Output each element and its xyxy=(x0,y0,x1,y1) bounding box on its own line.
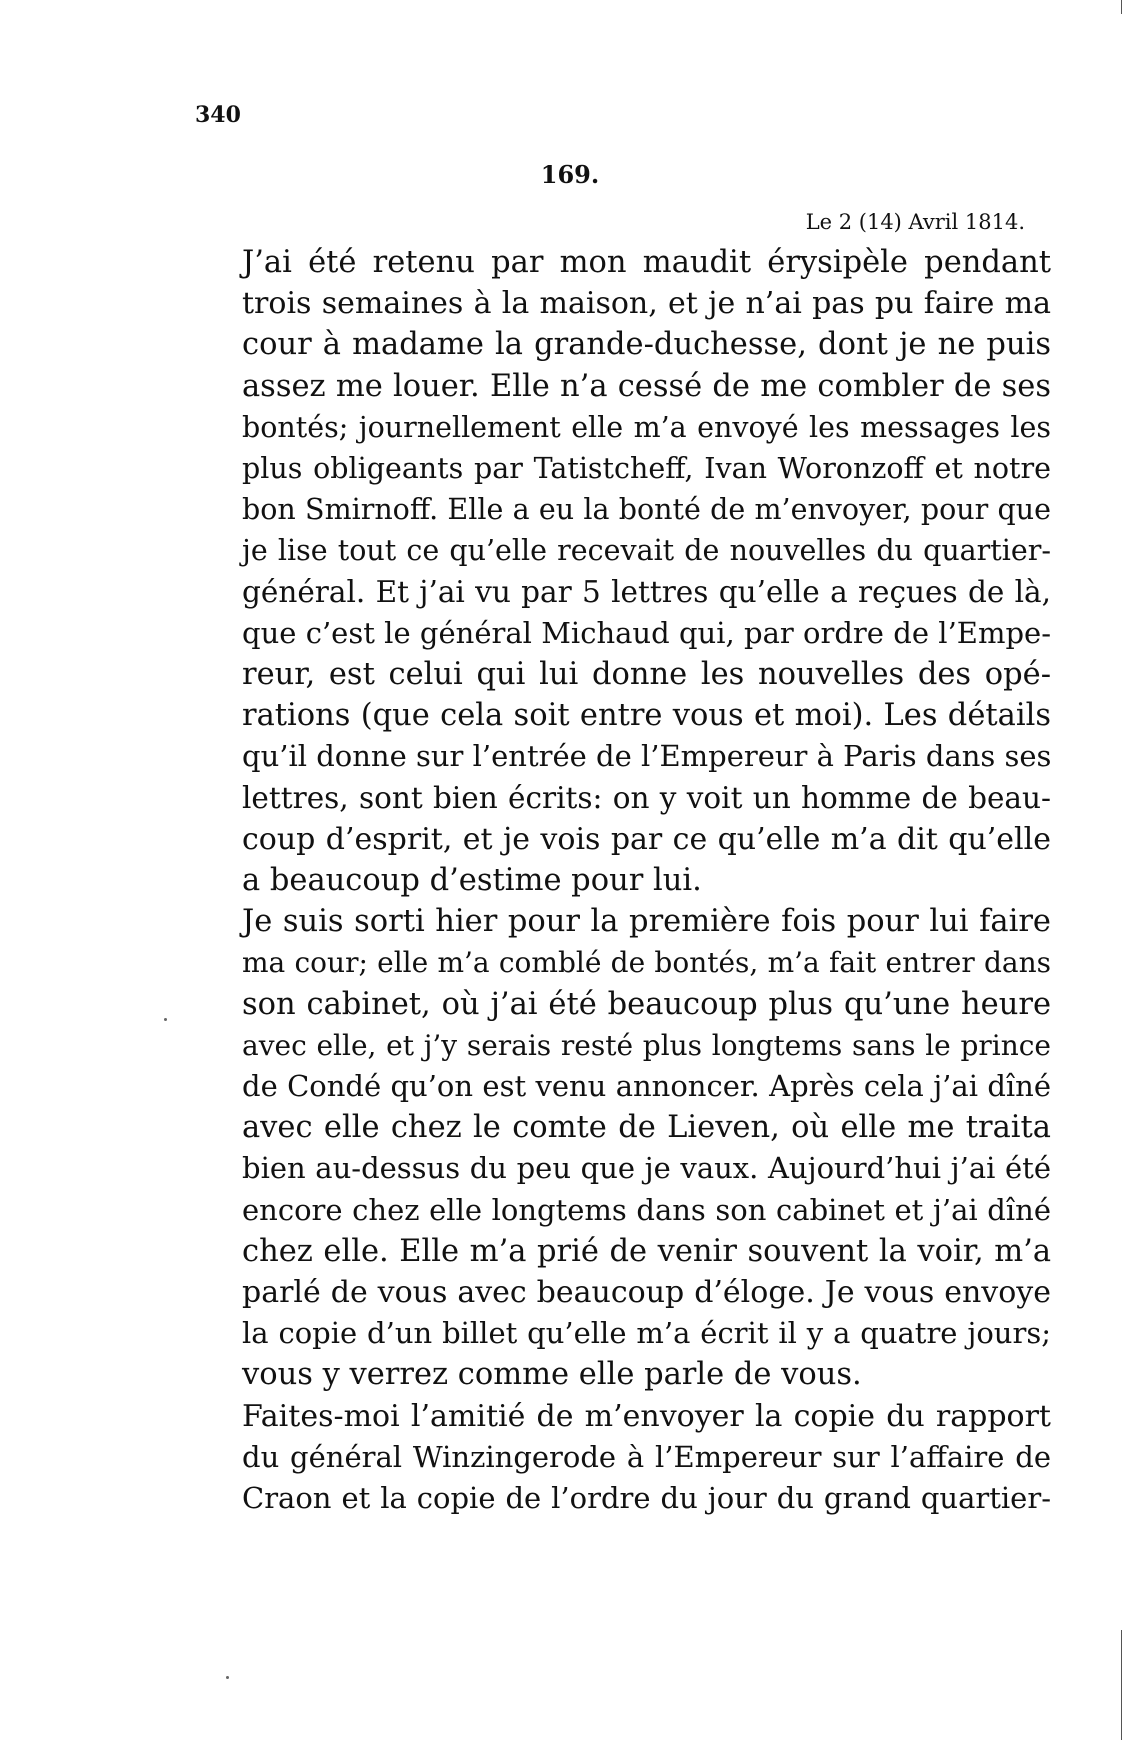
text-line: général. Et j’ai vu par 5 lettres qu’elle a reçues de là, xyxy=(242,574,1051,609)
letter-body xyxy=(206,242,1051,1519)
text-line: Faites-moi l’amitié de m’envoyer la copie du rapport xyxy=(242,1398,1051,1434)
paragraph-1 xyxy=(206,242,1051,901)
text-line: bien au-dessus du peu que je vaux. Aujourd’hui j’ai été xyxy=(242,1151,1051,1186)
text-line: ma cour; elle m’a comblé de bontés, m’a fait entrer dans xyxy=(242,946,1051,980)
scan-speck xyxy=(164,1018,167,1021)
text-line: son cabinet, où j’ai été beaucoup plus qu’une heure xyxy=(242,986,1051,1022)
text-line: reur, est celui qui lui donne les nouvelles des opé- xyxy=(242,657,1051,693)
paragraph-3 xyxy=(206,1396,1051,1520)
text-line: de Condé qu’on est venu annoncer. Après cela j’ai dîné xyxy=(242,1069,1051,1104)
scan-edge-mark xyxy=(1121,0,1122,14)
text-line: a beaucoup d’estime pour lui. xyxy=(242,863,702,899)
page-number: 340 xyxy=(195,102,241,128)
text-line: Craon et la copie de l’ordre du jour du grand quartier- xyxy=(242,1481,1051,1516)
scan-edge-mark xyxy=(1121,1630,1122,1740)
text-line: plus obligeants par Tatistcheff, Ivan Woronzoff et notre xyxy=(242,452,1051,486)
text-line: que c’est le général Michaud qui, par ordre de l’Empe- xyxy=(242,615,1051,650)
text-line: la copie d’un billet qu’elle m’a écrit il y a quatre jours; xyxy=(242,1316,1051,1351)
text-line: Je suis sorti hier pour la première fois pour lui faire xyxy=(242,904,1051,940)
text-line: assez me louer. Elle n’a cessé de me combler de ses xyxy=(242,368,1051,404)
text-line: trois semaines à la maison, et je n’ai pas pu faire ma xyxy=(242,286,1051,322)
text-line: coup d’esprit, et je vois par ce qu’elle m’a dit qu’elle xyxy=(242,821,1051,857)
text-line: je lise tout ce qu’elle recevait de nouvelles du quartier- xyxy=(242,534,1051,568)
text-line: J’ai été retenu par mon maudit érysipèle pendant xyxy=(242,245,1051,280)
text-line: encore chez elle longtems dans son cabinet et j’ai dîné xyxy=(242,1192,1051,1227)
text-line: lettres, sont bien écrits: on y voit un homme de beau- xyxy=(242,780,1051,815)
text-line: du général Winzingerode à l’Empereur sur l’affaire de xyxy=(242,1439,1051,1474)
letter-date: Le 2 (14) Avril 1814. xyxy=(805,210,1025,234)
text-line: bon Smirnoff. Elle a eu la bonté de m’envoyer, pour que xyxy=(242,493,1051,527)
text-line: avec elle chez le comte de Lieven, où elle me traita xyxy=(242,1110,1051,1146)
text-line: qu’il donne sur l’entrée de l’Empereur à Paris dans ses xyxy=(242,739,1052,774)
text-line: chez elle. Elle m’a prié de venir souvent la voir, m’a xyxy=(242,1233,1051,1269)
text-line: avec elle, et j’y serais resté plus longtems sans le prince xyxy=(242,1028,1051,1062)
text-line: cour à madame la grande-duchesse, dont je ne puis xyxy=(242,327,1051,363)
paragraph-2 xyxy=(206,901,1051,1395)
text-line: parlé de vous avec beaucoup d’éloge. Je vous envoye xyxy=(242,1275,1051,1311)
text-line: vous y verrez comme elle parle de vous. xyxy=(242,1357,862,1393)
text-line: rations (que cela soit entre vous et moi). Les détails xyxy=(242,698,1051,734)
letter-number: 169. xyxy=(540,160,600,189)
scan-speck xyxy=(226,1676,229,1679)
text-line: bontés; journellement elle m’a envoyé les messages les xyxy=(242,410,1051,444)
